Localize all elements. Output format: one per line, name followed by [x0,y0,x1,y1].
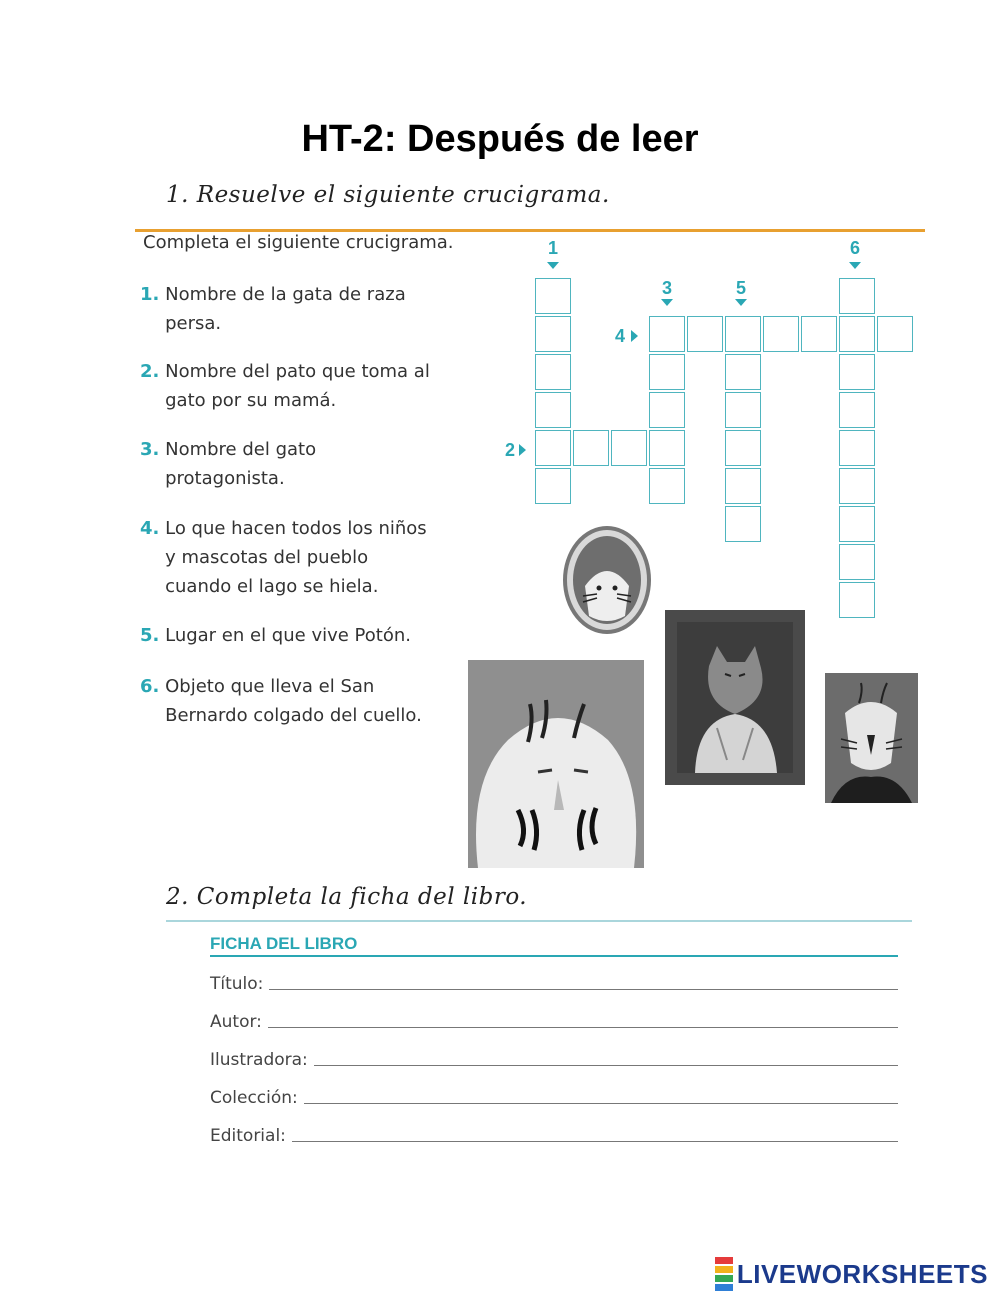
crossword-cell[interactable] [725,392,761,428]
crossword-cell[interactable] [649,430,685,466]
crossword-cell[interactable] [839,392,875,428]
arrow-right-icon [519,444,526,456]
divider [166,920,912,922]
clue-5 [140,621,435,650]
crossword-cell[interactable] [725,316,761,352]
clue-number: 6. [140,676,160,697]
clue-1 [140,280,435,338]
arrow-down-icon [661,299,673,306]
field-titulo [210,968,898,994]
crossword-number-3: 3 [661,278,672,298]
crossword-cell[interactable] [839,544,875,580]
crossword-cell[interactable] [801,316,837,352]
cat-portrait-oval [563,526,651,634]
answer-line[interactable] [292,1140,898,1142]
arrow-down-icon [547,262,559,269]
cat-portrait-small [825,673,918,803]
field-ilustradora [210,1044,898,1070]
book-card-title: FICHA DEL LIBRO [210,934,358,953]
crossword-number-6: 6 [849,238,860,258]
crossword-number-2: 2 [504,440,515,460]
liveworksheets-logo [715,1256,988,1292]
clue-3 [140,435,435,493]
crossword-cell[interactable] [535,392,571,428]
crossword-cell[interactable] [839,506,875,542]
crossword-cell[interactable] [535,468,571,504]
crossword-intro: Completa el siguiente crucigrama. [143,232,454,253]
crossword-cell[interactable] [725,468,761,504]
cat-portrait-gray [665,610,805,785]
arrow-down-icon [735,299,747,306]
clue-number: 1. [140,284,160,305]
field-autor [210,1006,898,1032]
answer-line[interactable] [269,988,898,990]
crossword-cell[interactable] [839,582,875,618]
divider [210,955,898,957]
crossword-cell[interactable] [535,430,571,466]
arrow-down-icon [849,262,861,269]
field-label: Título: [210,974,264,994]
logo-text: LIVEWORKSHEETS [736,1258,988,1289]
clue-number: 2. [140,361,160,382]
clue-text: Lugar en el que vive Potón. [165,625,411,646]
clue-number: 3. [140,439,160,460]
answer-line[interactable] [268,1026,898,1028]
crossword-cell[interactable] [649,316,685,352]
answer-line[interactable] [304,1102,898,1104]
crossword-cell[interactable] [763,316,799,352]
crossword-cell[interactable] [535,278,571,314]
clue-text: Objeto que lleva el San Bernardo colgado del cuello. [165,676,422,726]
crossword-cell[interactable] [839,430,875,466]
logo-mark-icon [715,1256,733,1292]
instruction-2: 2. Completa la ficha del libro. [166,884,528,910]
instruction-1: 1. Resuelve el siguiente crucigrama. [166,182,610,208]
crossword-cell[interactable] [725,354,761,390]
clue-number: 4. [140,518,160,539]
crossword-number-1: 1 [547,238,558,258]
clue-number: 5. [140,625,160,646]
crossword-cell[interactable] [839,316,875,352]
clue-text: Nombre del pato que toma al gato por su mamá. [165,361,430,411]
field-label: Editorial: [210,1126,286,1146]
field-editorial [210,1120,898,1146]
crossword-cell[interactable] [535,316,571,352]
crossword-cell[interactable] [573,430,609,466]
clue-text: Nombre del gato protagonista. [165,439,317,489]
clue-text: Nombre de la gata de raza persa. [165,284,406,334]
arrow-right-icon [631,330,638,342]
answer-line[interactable] [314,1064,898,1066]
crossword-cell[interactable] [839,354,875,390]
clue-2 [140,357,435,415]
clue-6 [140,672,435,730]
field-label: Ilustradora: [210,1050,308,1070]
crossword-cell[interactable] [839,468,875,504]
field-coleccion [210,1082,898,1108]
clue-4 [140,514,435,601]
crossword-number-4: 4 [614,326,625,346]
field-label: Colección: [210,1088,298,1108]
crossword-cell[interactable] [649,354,685,390]
clue-text: Lo que hacen todos los niños y mascotas del pueblo cuando el lago se hiela. [165,518,427,597]
crossword-cell[interactable] [839,278,875,314]
crossword-cell[interactable] [649,468,685,504]
field-label: Autor: [210,1012,262,1032]
cat-portrait-white [468,660,644,868]
crossword-cell[interactable] [877,316,913,352]
page-title: HT-2: Después de leer [301,118,699,160]
crossword-number-5: 5 [735,278,746,298]
crossword-cell[interactable] [649,392,685,428]
crossword-cell[interactable] [725,430,761,466]
crossword-cell[interactable] [725,506,761,542]
crossword-cell[interactable] [687,316,723,352]
crossword-cell[interactable] [611,430,647,466]
crossword-cell[interactable] [535,354,571,390]
